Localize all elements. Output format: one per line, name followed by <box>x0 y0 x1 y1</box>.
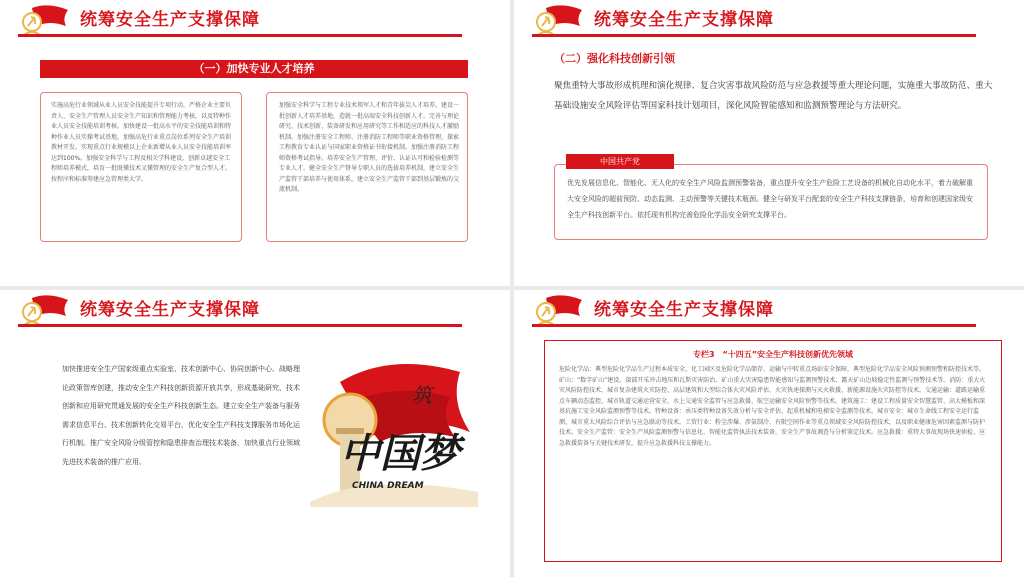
talent-left-text: 实施高危行业领域从业人员安全技能提升专项行动，严格企业主要负责人、安全生产管理人员安全生产知识和管理能力考核，以及特种作业人员安全技能培训考核。加快建设一批高水平的安全技能培训和特种作业人员实操考试基地，加强高危行业重点岗位系列安全生产培训教材开发。实现重点行业规模以上企业新增从业人员安全技能培训率达到100%。加强安全科学与工程及相关学科建设，创新卓越安全工程师培养模式，培育一批既懂技术又懂管理的安全生产复合型人才。按程序和标准筹建应急管理类大学。 <box>51 102 232 183</box>
section-title: 统筹安全生产支撑保障 <box>80 300 260 320</box>
art-calligraphy: 中国梦 <box>340 430 460 477</box>
art-caption: CHINA DREAM <box>352 481 424 491</box>
innovation-heading: （二）强化科技创新引领 <box>554 52 675 65</box>
red-flag-logo-icon <box>536 2 586 38</box>
art-small-char: 筑 <box>412 383 432 407</box>
innovation-paragraph: 聚焦重特大事故形成机理和演化规律、复合灾害事故风险防范与应急救援等重大理论问题，实施重大事故防范、重大基础设施安全风险评估等国家科技计划项目，深化风险智能感知和监测预警理论与方法研究。 <box>554 81 993 111</box>
slide-tech-innovation <box>514 0 1024 286</box>
section-title: 统筹安全生产支撑保障 <box>594 300 774 320</box>
priority-box-text: 危险化学品：典型危险化学品生产过程本质安全，化工园区及危险化学品储存、运输与中转重点场站安全保障，典型危险化学品安全风险预测预警和防控技术等。矿山：“数字矿山”建设、深部开采冲击地压和瓦斯灾害防治、矿山重大灾害隐患智能感知与监测预警技术，露天矿山边坡稳定性监测与预警技术等。消防：重大火灾风险防控技术、城市复杂建筑火灾防控、高层建筑和大型综合体火灾风险评估、火灾快速探测与灭火救援、新能源设施火灾防控等技术。交通运输：道路运输重点车辆动态监控、城市轨道交通运营安全、水上交通安全监管与应急救援、航空运输安全风险预警等技术。建筑施工：建设工程质量安全智慧监管、高大模板和深基坑施工安全风险监测预警等技术。特种设备：承压类特种设备失效分析与安全评估、起重机械和电梯安全监测等技术。城市安全：城市生命线工程安全运行监测、城市重大风险综合评估与应急联动等技术。工贸行业：粉尘涉爆、涉氨制冷、有限空间作业等重点领域安全风险防控技术，以及职业健康危害因素监测与防护技术。安全生产监管：安全生产风险监测预警与信息化、智能化监管执法技术装备，安全生产事故调查与分析鉴定技术。应急救援：重特大事故现场快速侦检、应急救援装备与关键技术研发，提升应急救援科技支撑能力。 <box>559 366 986 447</box>
talent-right-text: 加强安全科学与工程专业技术领军人才和青年拔尖人才培养，建设一批创新人才培养基地，造就一批高端安全科技创新人才。完善与理论研究、技术创新、装备研发和应用研究等工作相适应的科技人才激励机制。加强注册安全工程师、注册消防工程师等职业资格管理，探索工程教育专业认证与国家职业资格证书衔接机制。加强注册消防工程师资格考试指导。培养安全生产管理、评价、认证认可和检验检测等专业人才。健全安全生产督导专职人员的选拔培养机制，建立安全生产监管干部培养与使用体系，建立安全生产监管干部到基层锻炼的交流机制。 <box>279 102 460 193</box>
title-divider <box>18 34 462 37</box>
section-title: 统筹安全生产支撑保障 <box>594 10 774 30</box>
title-divider <box>18 324 462 327</box>
china-dream-artwork <box>310 342 478 507</box>
title-divider <box>532 34 976 37</box>
talent-banner: （一）加快专业人才培养 <box>40 60 468 78</box>
innovation-box-text: 优先发展信息化、智能化、无人化的安全生产风险监测预警装备，重点提升安全生产危险工艺设备的机械化自动化水平，着力破解重大安全风险的超前预防、动态监测、主动预警等关键技术瓶颈。健全与研发平台配套的安全生产科技支撑链条，培育和创建国家级安全生产科技创新平台。依托现有机构完善危险化学品安全研究支撑平台。 <box>567 179 973 219</box>
party-tag: 中国共产党 <box>566 154 674 169</box>
talent-box-left <box>40 92 242 242</box>
slide-platform <box>0 290 510 577</box>
title-divider <box>532 324 976 327</box>
section-title: 统筹安全生产支撑保障 <box>80 10 260 30</box>
innovation-box <box>554 164 988 240</box>
red-flag-logo-icon <box>536 292 586 328</box>
priority-fields-box <box>544 340 1002 562</box>
platform-paragraph: 加快推进安全生产国家级重点实验室、技术创新中心、协同创新中心、战略理论政策智库创建，推动安全生产科技创新资源开放共享，形成基础研究、技术创新和应用研究贯通发展的安全生产科技创新生态。建立安全生产装备与服务需求信息平台、技术创新转化交易平台，优化安全生产科技支撑服务市场化运行机制。推广安全风险分级管控和隐患排查治理技术装备，加快重点行业领域先进技术装备的推广应用。 <box>62 365 300 466</box>
red-flag-logo-icon <box>22 2 72 38</box>
priority-box-title: 专栏3 “十四五”安全生产科技创新优先领域 <box>692 350 854 359</box>
talent-box-right <box>266 92 468 242</box>
red-flag-logo-icon <box>22 292 72 328</box>
slide-priority-fields <box>514 290 1024 577</box>
slide-talent-training <box>0 0 510 286</box>
